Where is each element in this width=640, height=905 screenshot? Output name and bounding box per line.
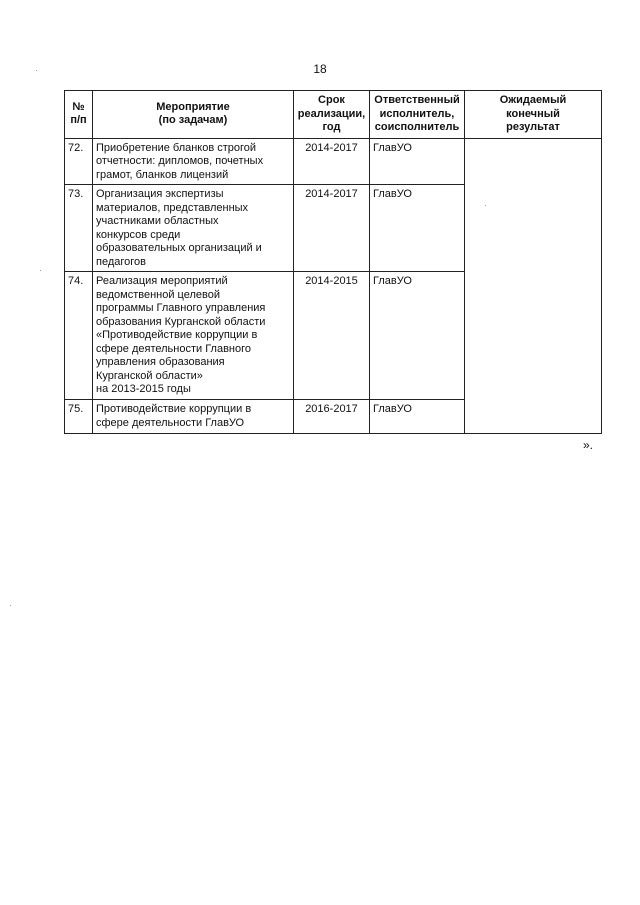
row-num: 72.	[65, 138, 93, 185]
row-num: 75.	[65, 400, 93, 434]
header-event: Мероприятие (по задачам)	[93, 91, 294, 139]
result-cell	[465, 138, 602, 434]
row-event: Организация экспертизы материалов, представленных участниками областных конкурсов среди образовательных организаций и педагогов	[93, 185, 294, 272]
row-responsible: ГлавУО	[370, 138, 465, 185]
row-term: 2014-2015	[294, 272, 370, 400]
row-term: 2016-2017	[294, 400, 370, 434]
header-num: № п/п	[65, 91, 93, 139]
row-responsible: ГлавУО	[370, 185, 465, 272]
table-header-row	[65, 91, 602, 139]
header-term: Срок реализации, год	[294, 91, 370, 139]
closing-quote-mark: ».	[583, 438, 594, 452]
row-responsible: ГлавУО	[370, 272, 465, 400]
row-event: Приобретение бланков строгой отчетности: дипломов, почетных грамот, бланков лицензий	[93, 138, 294, 185]
table-row	[65, 138, 602, 185]
row-term: 2014-2017	[294, 138, 370, 185]
row-num: 74.	[65, 272, 93, 400]
row-num: 73.	[65, 185, 93, 272]
page-number: 18	[313, 62, 327, 76]
header-responsible: Ответственный исполнитель, соисполнитель	[370, 91, 465, 139]
row-responsible: ГлавУО	[370, 400, 465, 434]
scan-speck	[10, 605, 11, 606]
row-event: Реализация мероприятий ведомственной целевой программы Главного управления образования Курганской области «Противодействие коррупции в сфере деятельности Главного управления образования Курганской области» на 2013-2015 годы	[93, 272, 294, 400]
scan-speck	[40, 270, 41, 271]
row-term: 2014-2017	[294, 185, 370, 272]
scan-speck	[485, 205, 486, 206]
scan-speck	[36, 70, 37, 71]
measures-table	[64, 90, 602, 434]
row-event: Противодействие коррупции в сфере деятельности ГлавУО	[93, 400, 294, 434]
header-result: Ожидаемый конечный результат	[465, 91, 602, 139]
